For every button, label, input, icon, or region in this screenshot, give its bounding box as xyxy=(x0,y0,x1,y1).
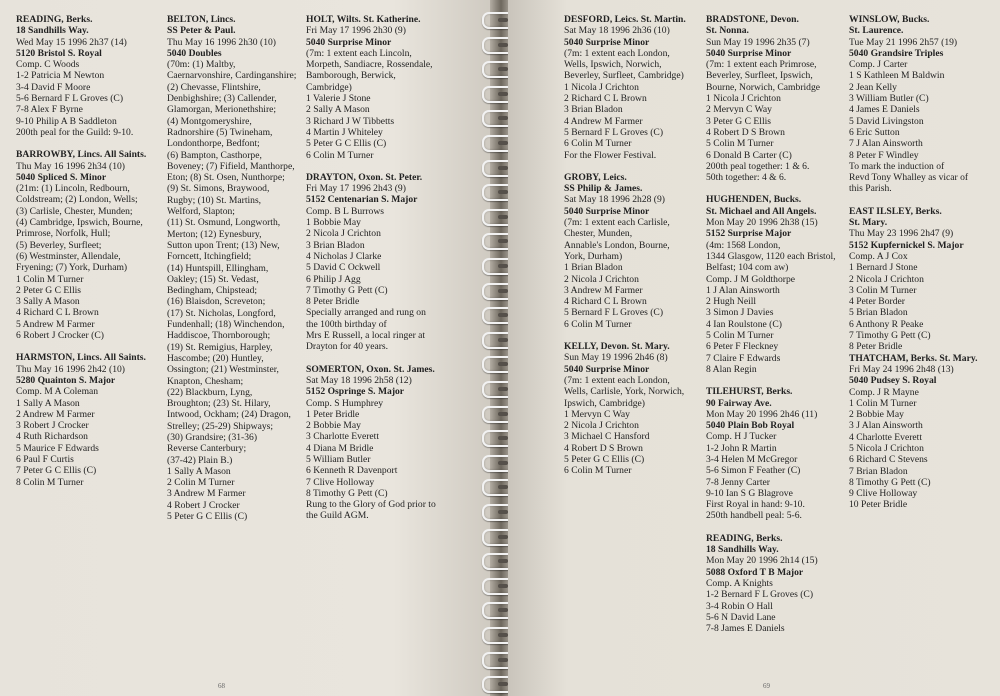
entry-line: Comp. A Knights xyxy=(706,577,773,589)
entry-line: Forncett, Itchingfield; xyxy=(167,251,252,263)
entry-line: Sat May 18 1996 2h28 (9) xyxy=(564,194,665,206)
entry-heading: BRADSTONE, Devon. xyxy=(706,14,799,25)
entry-line: Sun May 19 1996 2h46 (8) xyxy=(564,352,668,364)
entry-line: 50th together: 4 & 6. xyxy=(706,172,787,184)
entry-line: Chester, Munden, xyxy=(564,228,633,240)
entry-line: Morpeth, Sandiacre, Rossendale, xyxy=(306,59,433,71)
entry-heading: EAST ILSLEY, Berks. xyxy=(849,205,942,217)
entry-line: Bamborough, Berwick, xyxy=(306,70,396,82)
entry-line: Welford, Slapton; xyxy=(167,206,235,218)
right-page xyxy=(508,0,1000,696)
entry-line: 3-4 Helen M McGregor xyxy=(706,453,798,465)
entry-line: For the Flower Festival. xyxy=(564,149,657,161)
entry-line: 3 Brian Bladon xyxy=(564,104,623,116)
entry-line: 5-6 N David Lane xyxy=(706,611,776,623)
entry-line: Eton; (8) St. Osen, Nunthorpe; xyxy=(167,172,285,184)
left-page xyxy=(0,0,492,696)
entry-line: 6 Kenneth R Davenport xyxy=(306,465,398,477)
entry-heading: 5040 Surprise Minor xyxy=(306,36,392,48)
entry-heading: KELLY, Devon. St. Mary. xyxy=(564,341,670,353)
entry-line: (9) St. Simons, Braywood, xyxy=(167,183,270,195)
entry-line: Belfast; 104 com aw) xyxy=(706,262,789,274)
entry-line: Denbighshire; (3) Callender, xyxy=(167,93,277,105)
entry-line: 5 David C Ockwell xyxy=(306,262,381,274)
entry-heading: 5040 Doubles xyxy=(167,47,222,59)
entry-heading: 18 Sandhills Way. xyxy=(16,25,89,37)
entry-line: Annable's London, Bourne, xyxy=(564,239,670,251)
entry-heading: 18 Sandhills Way. xyxy=(706,544,779,556)
entry-heading: St. Nonna. xyxy=(706,25,749,37)
entry-heading: HUGHENDEN, Bucks. xyxy=(706,194,802,206)
entry-gap xyxy=(849,195,978,206)
entry-line: (4) Cambridge, Ipswich, Bourne, xyxy=(16,217,143,229)
entry-line: 6 Philip J Agg xyxy=(306,273,361,285)
entry-line: 3 Michael C Hansford xyxy=(564,431,650,443)
entry-line: Boveney; (7) Fifield, Manthorpe, xyxy=(167,160,295,172)
entry-heading: WINSLOW, Bucks. xyxy=(849,14,930,25)
entry-line: 2 Andrew M Farmer xyxy=(16,408,95,420)
entry-line: Fri May 17 1996 2h30 (9) xyxy=(306,25,406,37)
entry-line: 3 William Butler (C) xyxy=(849,93,929,105)
entry-line: 5 Bernard F L Groves (C) xyxy=(564,307,664,319)
entry-line: (4) Montgomeryshire, xyxy=(167,115,252,127)
entry-line: (7m: 1 extent each Primrose, xyxy=(706,59,817,71)
entry-line: (3) Carlisle, Chester, Munden; xyxy=(16,205,133,217)
entry-heading: St. Mary. xyxy=(849,217,888,229)
entry-line: 8 Peter Bridle xyxy=(306,296,360,308)
entry-line: 7 Timothy G Pett (C) xyxy=(306,284,388,296)
entry-line: 7-8 Alex F Byrne xyxy=(16,104,83,116)
entry-line: Thu May 16 1996 2h34 (10) xyxy=(16,160,125,172)
page-number-right: 69 xyxy=(763,682,770,690)
column-3 xyxy=(306,14,436,522)
entry-line: 1344 Glasgow, 1120 each Bristol, xyxy=(706,250,836,262)
entry-line: (22) Blackburn, Lyng, xyxy=(167,386,253,398)
entry-line: (19) St. Remigius, Harpley, xyxy=(167,341,273,353)
entry-line: Oakley; (15) St. Vedast, xyxy=(167,273,259,285)
entry-line: 7 Peter G C Ellis (C) xyxy=(16,465,97,477)
entry-line: 250th handbell peal: 5-6. xyxy=(706,510,802,522)
entry-line: Rung to the Glory of God prior to xyxy=(306,499,436,511)
entry-gap xyxy=(706,183,836,194)
entry-line: 3 Colin M Turner xyxy=(849,284,917,296)
entry-line: (7m: 1 extent each London, xyxy=(564,374,670,386)
entry-gap xyxy=(306,161,436,172)
entry-line: Intwood, Ockham; (24) Dragon, xyxy=(167,409,291,421)
entry-line: 6 Peter F Fleckney xyxy=(706,341,779,353)
entry-line: 4 Richard C L Brown xyxy=(564,296,647,308)
entry-line: Caernarvonshire, Cardinganshire; xyxy=(167,70,297,82)
entry-heading: THATCHAM, Berks. St. Mary. xyxy=(849,352,978,364)
entry-line: 7-8 James E Daniels xyxy=(706,623,785,635)
entry-line: First Royal in hand: 9-10. xyxy=(706,499,805,511)
entry-line: 2 Sally A Mason xyxy=(306,104,370,116)
entry-gap xyxy=(16,138,146,149)
entry-heading: 5040 Surprise Minor xyxy=(564,363,650,375)
entry-line: 2 Jean Kelly xyxy=(849,81,897,93)
entry-line: Comp. A J Cox xyxy=(849,250,908,262)
entry-line: 2 Nicola J Crichton xyxy=(849,273,924,285)
entry-line: 7 Clive Holloway xyxy=(306,476,375,488)
entry-line: 4 Robert J Crocker xyxy=(167,499,240,511)
entry-line: Mrs E Russell, a local ringer at xyxy=(306,330,426,342)
entry-heading: HOLT, Wilts. St. Katherine. xyxy=(306,14,421,25)
entry-line: 1 Sally A Mason xyxy=(167,465,231,477)
entry-heading: 5040 Surprise Minor xyxy=(706,47,792,59)
entry-line: the 100th birthday of xyxy=(306,318,387,330)
entry-line: 5 Peter G C Ellis (C) xyxy=(564,453,645,465)
entry-line: Radnorshire (5) Twineham, xyxy=(167,126,273,138)
entry-line: To mark the induction of xyxy=(849,160,945,172)
entry-gap xyxy=(306,353,436,364)
entry-heading: 5152 Surprise Major xyxy=(706,228,792,240)
entry-line: Bedingham, Chipstead; xyxy=(167,285,258,297)
page-number-left: 68 xyxy=(218,682,225,690)
entry-line: 10 Peter Bridle xyxy=(849,499,908,511)
entry-line: Reverse Canterbury; xyxy=(167,443,247,455)
entry-line: 7 J Alan Ainsworth xyxy=(849,138,923,150)
entry-line: 6 Richard C Stevens xyxy=(849,454,928,466)
entry-heading: SS Peter & Paul. xyxy=(167,25,236,37)
entry-line: 200th peal for the Guild: 9-10. xyxy=(16,126,134,138)
entry-line: 8 Alan Regin xyxy=(706,363,757,375)
entry-line: 3 Charlotte Everett xyxy=(306,431,379,443)
entry-line: (11) St. Osmund, Longworth, xyxy=(167,217,281,229)
entry-line: Hascombe; (20) Huntley, xyxy=(167,352,264,364)
entry-line: Ipswich, Cambridge) xyxy=(564,397,645,409)
entry-line: 1 Colin M Turner xyxy=(849,397,917,409)
entry-heading: DESFORD, Leics. St. Martin. xyxy=(564,14,686,25)
entry-heading: BELTON, Lincs. xyxy=(167,14,236,25)
entry-line: 3 Richard J W Tibbetts xyxy=(306,115,395,127)
entry-line: 4 Robert D S Brown xyxy=(564,442,643,454)
entry-line: 4 Nicholas J Clarke xyxy=(306,250,382,262)
entry-gap xyxy=(706,522,836,533)
entry-line: 8 Colin M Turner xyxy=(16,476,84,488)
entry-line: 7 Brian Bladon xyxy=(849,465,908,477)
entry-line: Comp. J M Goldthorpe xyxy=(706,273,796,285)
entry-line: 6 Colin M Turner xyxy=(564,138,632,150)
entry-line: 8 Timothy G Pett (C) xyxy=(306,487,388,499)
entry-line: 6 Paul F Curtis xyxy=(16,453,74,465)
entry-line: 5 Peter G C Ellis (C) xyxy=(167,511,248,523)
entry-line: 5 Maurice F Edwards xyxy=(16,442,99,454)
entry-line: 2 Peter G C Ellis xyxy=(16,284,82,296)
entry-line: 5 Nicola J Crichton xyxy=(849,442,924,454)
entry-line: 4 Charlotte Everett xyxy=(849,431,922,443)
entry-line: 1 Nicola J Crichton xyxy=(564,81,639,93)
entry-line: 6 Colin M Turner xyxy=(306,149,374,161)
entry-line: Londonthorpe, Bedfont; xyxy=(167,138,260,150)
entry-line: 5-6 Simon F Feather (C) xyxy=(706,465,801,477)
entry-line: Haddiscoe, Thornborough; xyxy=(167,330,271,342)
entry-line: 5-6 Bernard F L Groves (C) xyxy=(16,93,124,105)
entry-line: Ossington; (21) Westminster, xyxy=(167,364,279,376)
entry-line: 8 Peter F Windley xyxy=(849,149,919,161)
entry-line: (4m: 1568 London, xyxy=(706,239,781,251)
entry-line: 1 J Alan Ainsworth xyxy=(706,284,780,296)
entry-line: Fundenhall; (18) Winchendon, xyxy=(167,319,285,331)
entry-line: Revd Tony Whalley as vicar of xyxy=(849,172,969,184)
entry-line: 3-4 David F Moore xyxy=(16,81,91,93)
entry-line: 9 Clive Holloway xyxy=(849,488,918,500)
entry-heading: 5040 Surprise Minor xyxy=(564,205,650,217)
entry-heading: READING, Berks. xyxy=(706,532,783,544)
entry-line: 3 Simon J Davies xyxy=(706,307,774,319)
entry-line: Wed May 15 1996 2h37 (14) xyxy=(16,36,127,48)
entry-line: Strelley; (25-29) Shipways; xyxy=(167,420,274,432)
entry-line: 6 Robert J Crocker (C) xyxy=(16,330,104,342)
entry-line: 3 Brian Bladon xyxy=(306,239,365,251)
entry-line: Primrose, Norfolk, Hull; xyxy=(16,228,111,240)
entry-line: 6 Colin M Turner xyxy=(564,465,632,477)
entry-line: 5 Bernard F L Groves (C) xyxy=(564,126,664,138)
entry-line: Coldstream; (2) London, Wells; xyxy=(16,194,138,206)
entry-line: Specially arranged and rung on xyxy=(306,307,426,319)
entry-line: 5 Peter G C Ellis (C) xyxy=(306,138,387,150)
entry-line: 4 Ian Roulstone (C) xyxy=(706,318,782,330)
entry-line: 5 David Livingston xyxy=(849,115,924,127)
entry-line: 7 Claire F Edwards xyxy=(706,352,781,364)
entry-heading: READING, Berks. xyxy=(16,14,93,25)
entry-line: 3 Andrew M Farmer xyxy=(167,488,246,500)
entry-line: 1 Valerie J Stone xyxy=(306,93,371,105)
entry-line: 2 Bobbie May xyxy=(849,409,904,421)
entry-line: 4 Diana M Bridle xyxy=(306,442,374,454)
entry-line: 1 Nicola J Crichton xyxy=(706,93,781,105)
entry-line: 4 Peter Border xyxy=(849,296,905,308)
entry-line: (7m: 1 extent each Lincoln, xyxy=(306,47,412,59)
entry-line: Broughton; (23) St. Hilary, xyxy=(167,398,271,410)
entry-line: 1 S Kathleen M Baldwin xyxy=(849,70,945,82)
column-6 xyxy=(849,14,978,511)
entry-heading: 5040 Surprise Minor xyxy=(564,36,650,48)
entry-line: 5 William Butler xyxy=(306,453,371,465)
entry-line: 1 Colin M Turner xyxy=(16,273,84,285)
entry-line: 1 Mervyn C Way xyxy=(564,408,630,420)
entry-line: (17) St. Nicholas, Longford, xyxy=(167,307,276,319)
entry-line: Sun May 19 1996 2h35 (7) xyxy=(706,36,810,48)
entry-heading: 5088 Oxford T B Major xyxy=(706,566,804,578)
entry-line: Sat May 18 1996 2h36 (10) xyxy=(564,25,670,37)
entry-line: Wells, Ipswich, Norwich, xyxy=(564,59,662,71)
entry-line: Knapton, Chesham; xyxy=(167,375,244,387)
entry-line: 4 Robert D S Brown xyxy=(706,126,785,138)
entry-heading: SOMERTON, Oxon. St. James. xyxy=(306,363,435,375)
entry-line: 5 Brian Bladon xyxy=(849,307,908,319)
entry-line: 3 Peter G C Ellis xyxy=(706,115,772,127)
entry-line: the Guild AGM. xyxy=(306,510,369,522)
entry-line: 4 Andrew M Farmer xyxy=(564,115,643,127)
entry-heading: 5040 Plain Bob Royal xyxy=(706,420,795,432)
entry-line: Drayton for 40 years. xyxy=(306,341,389,353)
entry-heading: 5152 Ospringe S. Major xyxy=(306,386,405,398)
entry-line: 1 Bernard J Stone xyxy=(849,262,918,274)
entry-line: Comp. C Woods xyxy=(16,59,80,71)
entry-line: York, Durham) xyxy=(564,250,623,262)
entry-line: Thu May 16 1996 2h30 (10) xyxy=(167,36,276,48)
entry-line: (30) Grandsire; (31-36) xyxy=(167,431,258,443)
entry-line: Mon May 20 1996 2h38 (15) xyxy=(706,217,818,229)
entry-line: Comp. J R Mayne xyxy=(849,386,919,398)
entry-line: Comp. B L Burrows xyxy=(306,205,384,217)
entry-line: 1 Peter Bridle xyxy=(306,408,360,420)
entry-line: Mon May 20 1996 2h46 (11) xyxy=(706,408,818,420)
entry-line: 2 Colin M Turner xyxy=(167,477,235,489)
entry-heading: BARROWBY, Lincs. All Saints. xyxy=(16,149,147,161)
entry-line: Fryening; (7) York, Durham) xyxy=(16,262,128,274)
entry-line: Rugby; (10) St. Martins, xyxy=(167,194,262,206)
entry-line: Wells, Carlisle, York, Norwich, xyxy=(564,386,685,398)
entry-line: Fri May 24 1996 2h48 (13) xyxy=(849,363,954,375)
entry-heading: HARMSTON, Lincs. All Saints. xyxy=(16,352,146,364)
entry-gap xyxy=(564,161,686,172)
entry-line: 3 Robert J Crocker xyxy=(16,420,89,432)
column-4 xyxy=(564,14,686,477)
entry-line: 1-2 Bernard F L Groves (C) xyxy=(706,589,814,601)
entry-line: 7 Timothy G Pett (C) xyxy=(849,330,931,342)
entry-line: 8 Peter Bridle xyxy=(849,341,903,353)
entry-line: Merton; (12) Eynesbury, xyxy=(167,228,262,240)
entry-line: Comp. S Humphrey xyxy=(306,397,384,409)
entry-line: (7m: 1 extent each London, xyxy=(564,47,670,59)
entry-line: Tue May 21 1996 2h57 (19) xyxy=(849,36,958,48)
entry-line: 3 J Alan Ainsworth xyxy=(849,420,923,432)
entry-line: (70m: (1) Maltby, xyxy=(167,59,236,71)
entry-heading: 5120 Bristol S. Royal xyxy=(16,47,102,59)
entry-line: (37-42) Plain B.) xyxy=(167,454,233,466)
entry-line: (5) Beverley, Surfleet; xyxy=(16,239,102,251)
entry-line: 9-10 Ian S G Blagrove xyxy=(706,487,793,499)
entry-heading: 90 Fairway Ave. xyxy=(706,397,772,409)
entry-line: (14) Huntspill, Ellingham, xyxy=(167,262,269,274)
entry-line: 7-8 Jenny Carter xyxy=(706,476,770,488)
entry-heading: 5152 Kupfernickel S. Major xyxy=(849,239,964,251)
entry-line: Glamorgan, Merionethshire; xyxy=(167,104,277,116)
entry-line: Thu May 16 1996 2h42 (10) xyxy=(16,363,125,375)
entry-line: 4 James E Daniels xyxy=(849,104,920,116)
entry-line: 3 Sally A Mason xyxy=(16,296,80,308)
entry-gap xyxy=(16,341,146,352)
entry-line: 6 Colin M Turner xyxy=(564,318,632,330)
entry-line: Bourne, Norwich, Cambridge xyxy=(706,81,821,93)
entry-gap xyxy=(706,375,836,386)
entry-line: 9-10 Philip A B Saddleton xyxy=(16,115,117,127)
entry-line: (6) Westminster, Allendale, xyxy=(16,250,121,262)
entry-heading: TILEHURST, Berks. xyxy=(706,386,793,398)
entry-line: 4 Richard C L Brown xyxy=(16,307,99,319)
entry-line: 2 Hugh Neill xyxy=(706,296,757,308)
entry-line: 2 Nicola J Crichton xyxy=(564,420,639,432)
entry-line: (16) Blaisdon, Screveton; xyxy=(167,296,266,308)
entry-line: Comp. H J Tucker xyxy=(706,431,777,443)
entry-line: 6 Eric Sutton xyxy=(849,126,900,138)
entry-line: 1 Brian Bladon xyxy=(564,262,623,274)
entry-gap xyxy=(564,330,686,341)
entry-line: (6) Bampton, Casthorpe, xyxy=(167,149,262,161)
entry-line: 2 Bobbie May xyxy=(306,420,361,432)
entry-line: 5 Colin M Turner xyxy=(706,330,774,342)
entry-line: Comp. J Carter xyxy=(849,59,908,71)
entry-line: (7m: 1 extent each Carlisle, xyxy=(564,217,670,229)
column-2 xyxy=(167,14,296,522)
entry-line: 2 Nicola J Crichton xyxy=(306,228,381,240)
entry-line: 2 Nicola J Crichton xyxy=(564,273,639,285)
entry-heading: 5152 Centenarian S. Major xyxy=(306,194,418,206)
entry-line: Beverley, Surfleet, Cambridge) xyxy=(564,70,684,82)
entry-heading: 5040 Pudsey S. Royal xyxy=(849,375,937,387)
entry-line: Sat May 18 1996 2h58 (12) xyxy=(306,374,412,386)
entry-heading: SS Philip & James. xyxy=(564,183,643,195)
entry-line: (21m: (1) Lincoln, Redbourn, xyxy=(16,183,130,195)
column-1 xyxy=(16,14,146,488)
entry-line: 200th peal together: 1 & 6. xyxy=(706,160,810,172)
entry-line: 1 Sally A Mason xyxy=(16,397,80,409)
entry-line: this Parish. xyxy=(849,183,892,195)
entry-line: Beverley, Surfleet, Ipswich, xyxy=(706,70,813,82)
entry-line: 4 Ruth Richardson xyxy=(16,431,88,443)
entry-heading: DRAYTON, Oxon. St. Peter. xyxy=(306,171,423,183)
entry-line: Comp. M A Coleman xyxy=(16,386,99,398)
entry-line: Thu May 23 1996 2h47 (9) xyxy=(849,228,954,240)
entry-line: 6 Anthony R Peake xyxy=(849,318,924,330)
entry-line: 3 Andrew M Farmer xyxy=(564,284,643,296)
entry-line: Fri May 17 1996 2h43 (9) xyxy=(306,183,406,195)
entry-line: Mon May 20 1996 2h14 (15) xyxy=(706,555,818,567)
entry-line: 3-4 Robin O Hall xyxy=(706,600,773,612)
entry-line: 6 Donald B Carter (C) xyxy=(706,149,792,161)
entry-heading: St. Laurence. xyxy=(849,25,904,37)
entry-heading: St. Michael and All Angels. xyxy=(706,205,817,217)
entry-line: 4 Martin J Whiteley xyxy=(306,126,383,138)
entry-line: 5 Andrew M Farmer xyxy=(16,318,95,330)
entry-line: 8 Timothy G Pett (C) xyxy=(849,476,931,488)
entry-line: Sutton upon Trent; (13) New, xyxy=(167,239,280,251)
entry-heading: 5040 Grandsire Triples xyxy=(849,47,944,59)
entry-line: 1 Bobbie May xyxy=(306,217,361,229)
entry-line: 2 Mervyn C Way xyxy=(706,104,772,116)
entry-heading: GROBY, Leics. xyxy=(564,171,627,183)
entry-line: 1-2 Patricia M Newton xyxy=(16,70,105,82)
entry-line: 1-2 John R Martin xyxy=(706,442,777,454)
entry-line: 5 Colin M Turner xyxy=(706,138,774,150)
column-5 xyxy=(706,14,836,634)
entry-line: Cambridge) xyxy=(306,81,352,93)
entry-heading: 5280 Quainton S. Major xyxy=(16,374,116,386)
entry-line: (2) Chevasse, Flintshire, xyxy=(167,81,261,93)
entry-heading: 5040 Spliced S. Minor xyxy=(16,171,107,183)
entry-line: 2 Richard C L Brown xyxy=(564,93,647,105)
